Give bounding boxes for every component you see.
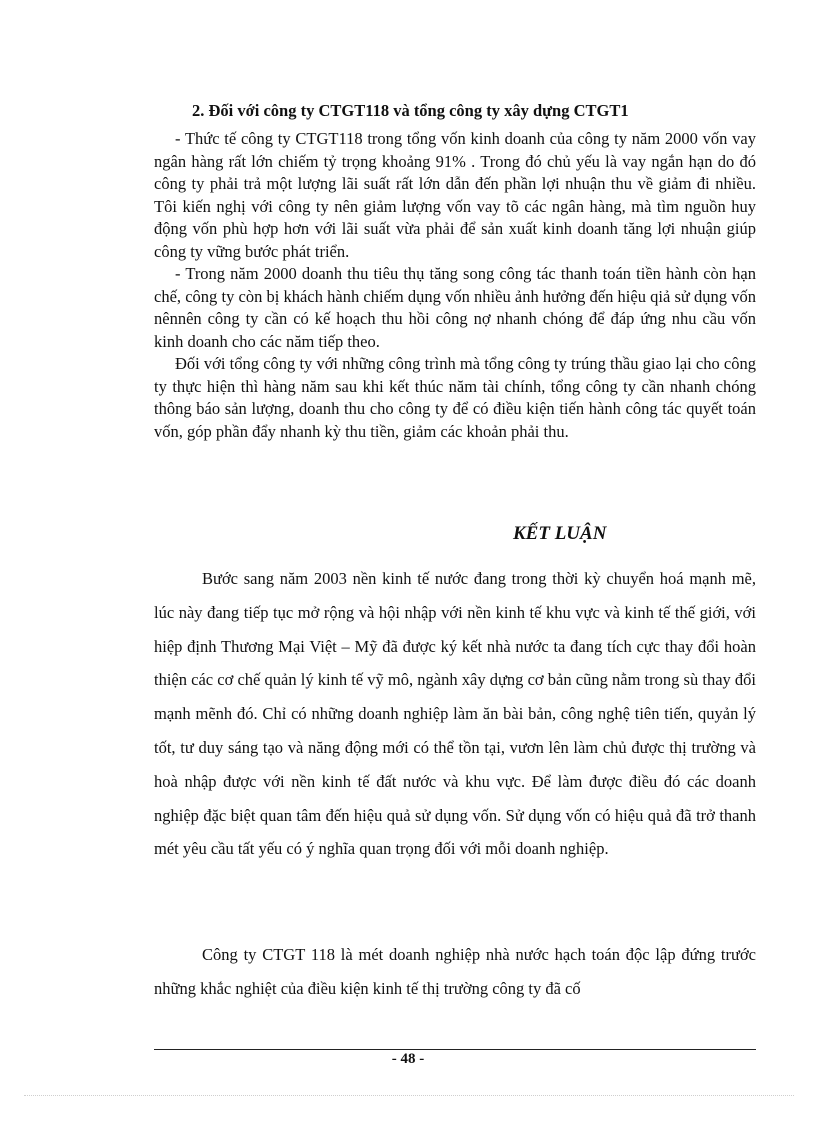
body-paragraph: - Trong năm 2000 doanh thu tiêu thụ tăng song công tác thanh toán tiền hành còn hạn chế, công ty còn bị khách hành chiếm dụng vốn nhiều ảnh hưởng đến hiệu qiả sử dụng vốn nênnên công ty cần có kế hoạch thu hồi công nợ nhanh chóng để đáp ứng nhu cầu vốn kinh doanh cho các năm tiếp theo. — [154, 264, 756, 351]
conclusion-paragraph: Công ty CTGT 118 là mét doanh nghiệp nhà nước hạch toán độc lập đứng trước những khắc nghiệt của điều kiện kinh tế thị trường công ty đã cố — [154, 945, 756, 998]
body-paragraph: Đối với tổng công ty với những công trình mà tổng công ty trúng thầu giao lại cho công ty thực hiện thì hàng năm sau khi kết thúc năm tài chính, tổng công ty cần nhanh chóng thông báo sản lượng, doanh thu cho công ty để có điều kiện tiến hành công tác quyết toán vốn, góp phần đẩy nhanh kỳ thu tiền, giảm các khoản phải thu. — [154, 354, 756, 441]
conclusion-paragraph: Bước sang năm 2003 nền kinh tế nước đang trong thời kỳ chuyển hoá mạnh mẽ, lúc này đang tiếp tục mở rộng và hội nhập với nền kinh tế khu vực và kinh tế thế giới, với hiệp định Thương Mại Việt – Mỹ đã được ký kết nhà nước ta đang tích cực thay đổi hoàn thiện các cơ chế quản lý kinh tế vỹ mô, ngành xây dựng cơ bản cũng nằm trong sù thay đổi mạnh mẽnh đó. Chỉ có những doanh nghiệp làm ăn bài bản, công nghệ tiên tiến, quyản lý tốt, tư duy sáng tạo và năng động mới có thể tồn tại, vươn lên làm chủ được thị trường và hoà nhập được với nền kinh tế đất nước và khu vực. Để làm được điều đó các doanh nghiệp đặc biệt quan tâm đến hiệu quả sử dụng vốn. Sử dụng vốn có hiệu quả đã trở thanh mét yêu cầu tất yếu có ý nghĩa quan trọng đối với mỗi doanh nghiệp. — [154, 569, 756, 859]
footer-divider — [154, 1049, 756, 1050]
body-paragraph: - Thức tế công ty CTGT118 trong tổng vốn kinh doanh của công ty năm 2000 vốn vay ngân hàng rất lớn chiếm tỷ trọng khoảng 91% . Trong đó chủ yếu là vay ngắn hạn do đó công ty phải trả một lượng lãi suất rất lớn dẫn đến phần lợi nhuận thu về giảm đi nhiều. Tôi kiến nghị với công ty nên giảm lượng vốn vay tõ các ngân hàng, mà tìm nguồn huy động vốn phù hợp hơn với lãi suất vừa phải để sản xuất kinh doanh tăng lợi nhuận giúp công ty vững bước phát triển. — [154, 129, 756, 261]
page-border-line — [24, 1095, 794, 1096]
section-heading: 2. Đối với công ty CTGT118 và tổng công ty xây dựng CTGT1 — [192, 101, 629, 120]
page-number: - 48 - — [391, 1051, 425, 1067]
conclusion-title: KẾT LUẬN — [513, 523, 607, 544]
